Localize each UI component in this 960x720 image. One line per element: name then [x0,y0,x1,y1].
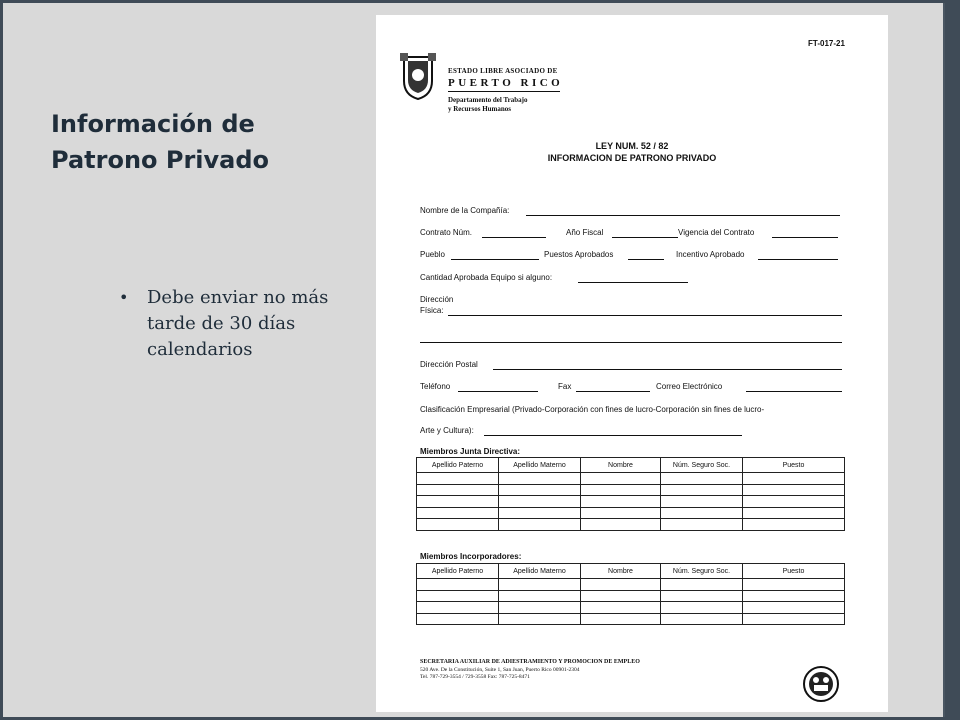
label-ano-fiscal: Año Fiscal [566,228,604,237]
line-telefono [458,391,538,392]
org-line-2: PUERTO RICO [448,77,564,89]
table-row [417,602,845,614]
label-cantidad: Cantidad Aprobada Equipo si alguno: [420,273,553,282]
label-contrato: Contrato Núm. [420,228,473,237]
line-postal [493,369,842,370]
form-document-image [376,15,888,712]
line-vigencia [772,237,838,238]
label-telefono: Teléfono [420,382,451,391]
bullet-dot-icon: • [119,288,129,307]
table-row [417,507,845,519]
table-row [417,613,845,625]
line-fax [576,391,650,392]
table-row [417,579,845,591]
junta-table [416,457,845,531]
label-fisica: Física: [420,306,444,315]
line-correo [746,391,842,392]
label-puestos: Puestos Aprobados [544,250,614,259]
line-cantidad [578,282,688,283]
label-incentivo: Incentivo Aprobado [676,250,745,259]
form-code: FT-017-21 [808,39,845,48]
header-apellido-materno: Apellido Materno [499,458,581,473]
header-puesto: Puesto [743,458,845,473]
header-nombre: Nombre [581,458,661,473]
footer-line-1: SECRETARIA AUXILIAR DE ADIESTRAMIENTO Y PROMOCION DE EMPLEO [420,659,640,665]
incorporadores-label: Miembros Incorporadores: [420,552,522,561]
bullet-item [119,285,337,363]
form-heading-2: INFORMACION DE PATRONO PRIVADO [547,153,717,163]
label-direccion: Dirección [420,295,454,304]
footer-line-2: 520 Ave. De la Constitución, Suite 1, San Juan, Puerto Rico 00901-2304 [420,667,580,673]
coat-of-arms-icon [398,51,438,101]
table-row [417,473,845,485]
header-apellido-materno: Apellido Materno [499,564,581,579]
bullet-text: Debe enviar no más tarde de 30 días calendarios [147,287,329,360]
line-arte [484,435,742,436]
label-clasificacion: Clasificación Empresarial (Privado-Corporación con fines de lucro-Corporación sin fines de lucro- [420,405,765,414]
label-pueblo: Pueblo [420,250,445,259]
line-fisica-1 [448,315,842,316]
table-row [417,496,845,508]
label-vigencia: Vigencia del Contrato [678,228,755,237]
junta-label: Miembros Junta Directiva: [420,447,521,456]
header-apellido-paterno: Apellido Paterno [417,458,499,473]
label-compania: Nombre de la Compañía: [420,206,510,215]
header-apellido-paterno: Apellido Paterno [417,564,499,579]
line-incentivo [758,259,838,260]
table-row [417,519,845,531]
line-compania [526,215,840,216]
line-fisica-2 [420,342,842,343]
line-ano-fiscal [612,237,678,238]
label-correo: Correo Electrónico [656,382,723,391]
line-contrato [482,237,546,238]
label-arte: Arte y Cultura): [420,426,474,435]
title-line-1: Información de [51,110,255,138]
slide-title [51,106,331,178]
org-divider [448,91,560,92]
title-line-2: Patrono Privado [51,146,270,174]
form-heading-1: LEY NUM. 52 / 82 [595,141,669,151]
org-line-3: Departamento del Trabajo [448,96,528,104]
junta-header-row [417,458,845,473]
label-postal: Dirección Postal [420,360,478,369]
incorporadores-table [416,563,845,625]
header-seguro-social: Núm. Seguro Soc. [661,458,743,473]
footer-line-3: Tel. 787-729-3554 / 729-3558 Fax: 787-725-8471 [420,674,530,680]
incorporadores-header-row [417,564,845,579]
header-puesto: Puesto [743,564,845,579]
header-nombre: Nombre [581,564,661,579]
table-row [417,484,845,496]
org-line-1: ESTADO LIBRE ASOCIADO DE [448,67,558,75]
table-row [417,590,845,602]
org-line-4: y Recursos Humanos [448,105,512,113]
line-puestos [628,259,664,260]
header-seguro-social: Núm. Seguro Soc. [661,564,743,579]
label-fax: Fax [558,382,572,391]
agency-logo-icon [802,665,840,703]
line-pueblo [451,259,539,260]
